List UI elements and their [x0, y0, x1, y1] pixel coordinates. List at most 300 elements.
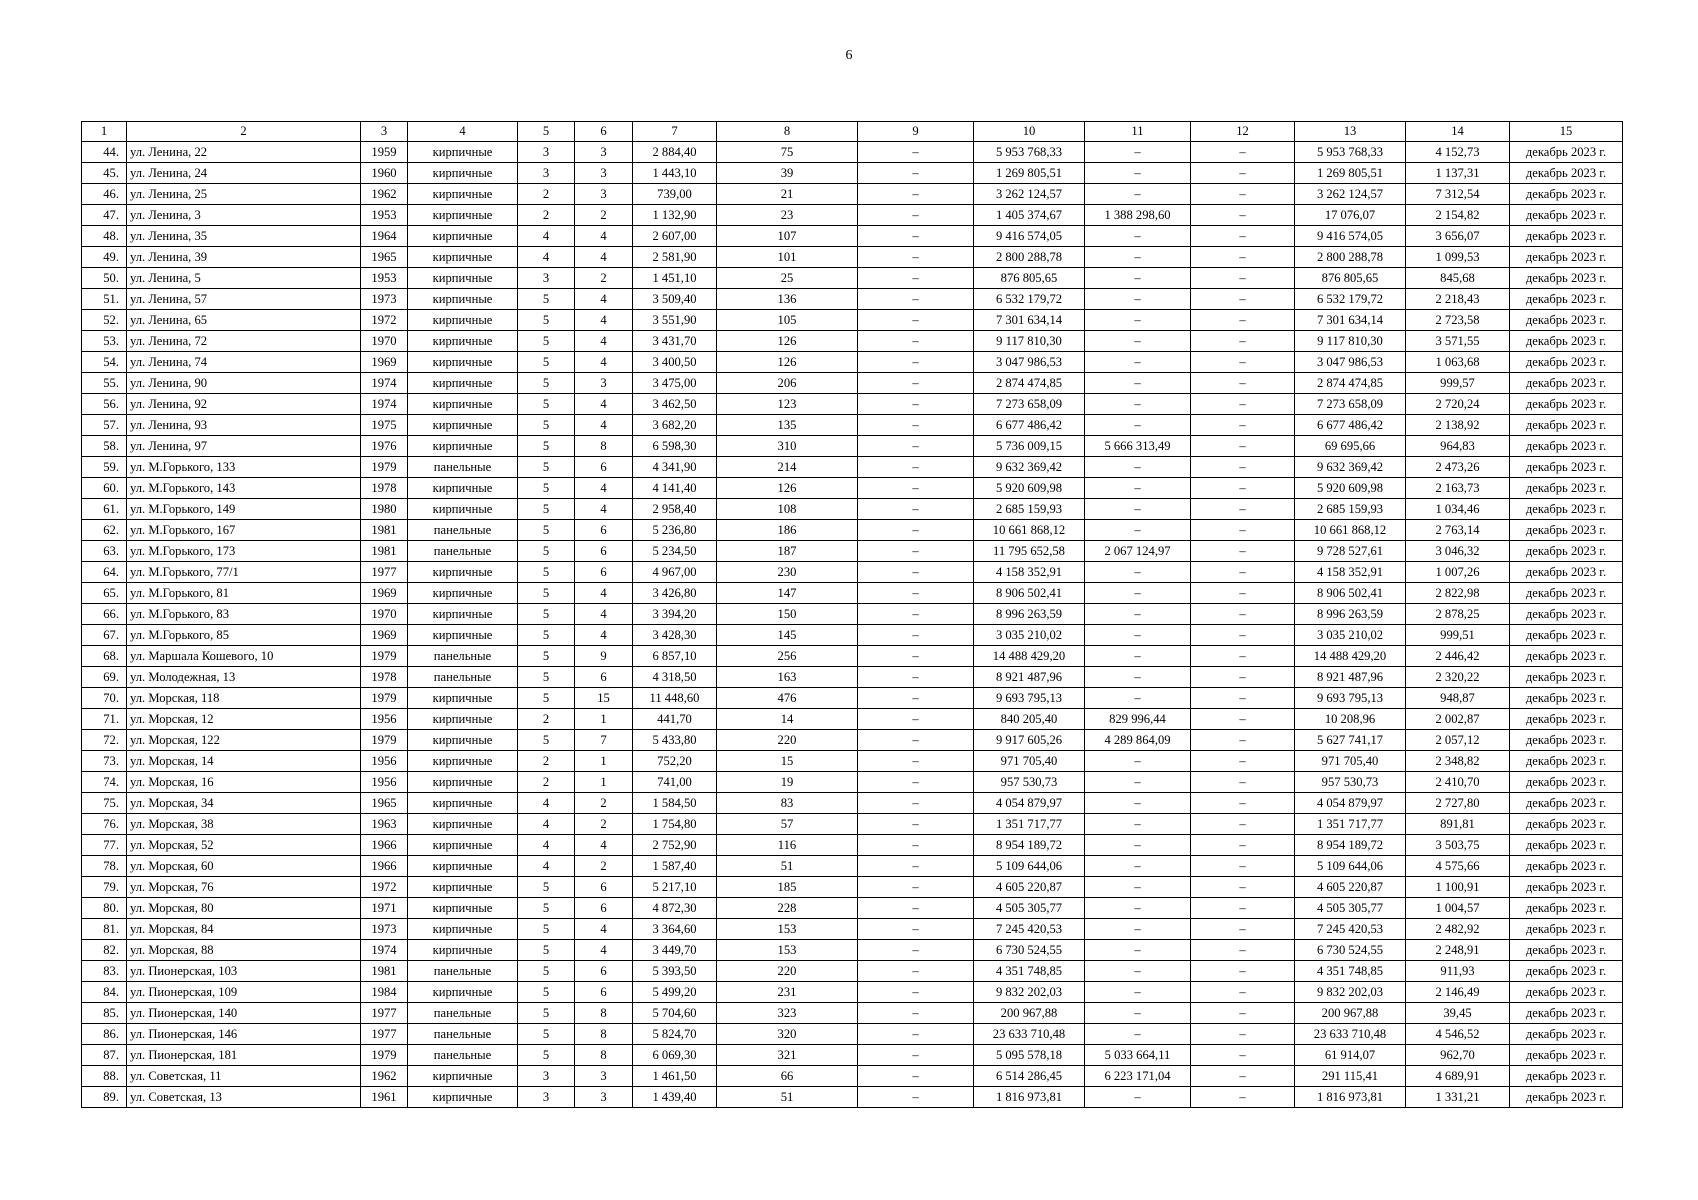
- column-header-15: 15: [1510, 122, 1623, 142]
- table-row: [82, 562, 1623, 583]
- col-col10: 5 095 578,18: [974, 1045, 1085, 1066]
- col-entrances: 8: [575, 436, 633, 457]
- col-col12: –: [1191, 310, 1295, 331]
- col-wall-material: кирпичные: [408, 352, 518, 373]
- col-wall-material: кирпичные: [408, 583, 518, 604]
- col-wall-material: кирпичные: [408, 142, 518, 163]
- col-wall-material: кирпичные: [408, 709, 518, 730]
- col-col12: –: [1191, 478, 1295, 499]
- col-col10: 10 661 868,12: [974, 520, 1085, 541]
- col-year: 1974: [361, 940, 408, 961]
- col-residents: 116: [717, 835, 858, 856]
- col-col9: –: [858, 940, 974, 961]
- col-col13: 23 633 710,48: [1295, 1024, 1406, 1045]
- col-col12: –: [1191, 667, 1295, 688]
- col-area: 3 400,50: [633, 352, 717, 373]
- col-wall-material: кирпичные: [408, 898, 518, 919]
- col-col11: –: [1085, 310, 1191, 331]
- col-period: декабрь 2023 г.: [1510, 268, 1623, 289]
- col-wall-material: кирпичные: [408, 268, 518, 289]
- table-row: [82, 331, 1623, 352]
- col-period: декабрь 2023 г.: [1510, 877, 1623, 898]
- col-entrances: 4: [575, 331, 633, 352]
- col-col10: 1 405 374,67: [974, 205, 1085, 226]
- col-period: декабрь 2023 г.: [1510, 499, 1623, 520]
- col-residents: 220: [717, 961, 858, 982]
- col-entrances: 6: [575, 520, 633, 541]
- table-row: [82, 184, 1623, 205]
- col-address: ул. Советская, 11: [127, 1066, 361, 1087]
- col-number: 73.: [82, 751, 127, 772]
- col-col14: 3 503,75: [1406, 835, 1510, 856]
- col-floors: 5: [518, 961, 575, 982]
- col-floors: 2: [518, 772, 575, 793]
- col-number: 80.: [82, 898, 127, 919]
- col-number: 57.: [82, 415, 127, 436]
- col-residents: 320: [717, 1024, 858, 1045]
- col-period: декабрь 2023 г.: [1510, 205, 1623, 226]
- col-col9: –: [858, 1087, 974, 1108]
- col-wall-material: кирпичные: [408, 226, 518, 247]
- col-residents: 153: [717, 919, 858, 940]
- col-entrances: 2: [575, 856, 633, 877]
- col-col14: 1 063,68: [1406, 352, 1510, 373]
- col-col14: 2 248,91: [1406, 940, 1510, 961]
- col-col11: 4 289 864,09: [1085, 730, 1191, 751]
- table-row: [82, 688, 1623, 709]
- col-residents: 135: [717, 415, 858, 436]
- col-col14: 1 137,31: [1406, 163, 1510, 184]
- col-entrances: 7: [575, 730, 633, 751]
- col-address: ул. М.Горького, 77/1: [127, 562, 361, 583]
- col-residents: 321: [717, 1045, 858, 1066]
- col-address: ул. Маршала Кошевого, 10: [127, 646, 361, 667]
- col-col10: 840 205,40: [974, 709, 1085, 730]
- col-col9: –: [858, 730, 974, 751]
- col-year: 1974: [361, 394, 408, 415]
- col-entrances: 4: [575, 415, 633, 436]
- col-area: 1 132,90: [633, 205, 717, 226]
- col-col9: –: [858, 499, 974, 520]
- col-col9: –: [858, 583, 974, 604]
- page-number: 6: [845, 48, 853, 63]
- col-col14: 3 046,32: [1406, 541, 1510, 562]
- col-number: 44.: [82, 142, 127, 163]
- col-period: декабрь 2023 г.: [1510, 688, 1623, 709]
- col-wall-material: кирпичные: [408, 289, 518, 310]
- col-period: декабрь 2023 г.: [1510, 667, 1623, 688]
- col-col10: 2 800 288,78: [974, 247, 1085, 268]
- col-residents: 220: [717, 730, 858, 751]
- col-col12: –: [1191, 205, 1295, 226]
- table-row: [82, 436, 1623, 457]
- col-col11: –: [1085, 625, 1191, 646]
- col-period: декабрь 2023 г.: [1510, 709, 1623, 730]
- col-col11: –: [1085, 583, 1191, 604]
- col-col12: –: [1191, 898, 1295, 919]
- col-col13: 6 730 524,55: [1295, 940, 1406, 961]
- col-period: декабрь 2023 г.: [1510, 163, 1623, 184]
- col-col12: –: [1191, 247, 1295, 268]
- col-address: ул. Ленина, 3: [127, 205, 361, 226]
- col-col13: 9 632 369,42: [1295, 457, 1406, 478]
- col-col13: 61 914,07: [1295, 1045, 1406, 1066]
- table-row: [82, 772, 1623, 793]
- col-number: 87.: [82, 1045, 127, 1066]
- col-period: декабрь 2023 г.: [1510, 331, 1623, 352]
- col-residents: 136: [717, 289, 858, 310]
- col-floors: 5: [518, 352, 575, 373]
- col-floors: 2: [518, 205, 575, 226]
- col-col12: –: [1191, 268, 1295, 289]
- col-col10: 9 632 369,42: [974, 457, 1085, 478]
- col-col12: –: [1191, 604, 1295, 625]
- col-col13: 7 273 658,09: [1295, 394, 1406, 415]
- col-entrances: 4: [575, 499, 633, 520]
- col-number: 51.: [82, 289, 127, 310]
- column-header-3: 3: [361, 122, 408, 142]
- col-col11: –: [1085, 982, 1191, 1003]
- col-wall-material: панельные: [408, 1024, 518, 1045]
- col-col9: –: [858, 373, 974, 394]
- col-area: 5 433,80: [633, 730, 717, 751]
- col-area: 3 428,30: [633, 625, 717, 646]
- col-floors: 5: [518, 289, 575, 310]
- col-col11: 2 067 124,97: [1085, 541, 1191, 562]
- col-address: ул. Морская, 34: [127, 793, 361, 814]
- col-col12: –: [1191, 835, 1295, 856]
- col-entrances: 4: [575, 394, 633, 415]
- col-col13: 2 800 288,78: [1295, 247, 1406, 268]
- col-address: ул. Ленина, 57: [127, 289, 361, 310]
- col-col14: 999,57: [1406, 373, 1510, 394]
- column-header-11: 11: [1085, 122, 1191, 142]
- col-wall-material: кирпичные: [408, 1066, 518, 1087]
- col-col14: 2 146,49: [1406, 982, 1510, 1003]
- col-address: ул. Ленина, 39: [127, 247, 361, 268]
- col-entrances: 1: [575, 751, 633, 772]
- col-area: 3 364,60: [633, 919, 717, 940]
- col-floors: 5: [518, 310, 575, 331]
- col-year: 1970: [361, 331, 408, 352]
- col-floors: 5: [518, 646, 575, 667]
- col-floors: 4: [518, 856, 575, 877]
- table-row: [82, 541, 1623, 562]
- col-area: 741,00: [633, 772, 717, 793]
- col-col14: 1 034,46: [1406, 499, 1510, 520]
- col-col11: –: [1085, 751, 1191, 772]
- col-col10: 4 605 220,87: [974, 877, 1085, 898]
- col-col12: –: [1191, 1066, 1295, 1087]
- col-residents: 101: [717, 247, 858, 268]
- col-col13: 14 488 429,20: [1295, 646, 1406, 667]
- col-entrances: 3: [575, 163, 633, 184]
- table-row: [82, 583, 1623, 604]
- col-col11: –: [1085, 520, 1191, 541]
- col-period: декабрь 2023 г.: [1510, 1066, 1623, 1087]
- col-residents: 256: [717, 646, 858, 667]
- col-entrances: 8: [575, 1003, 633, 1024]
- col-year: 1962: [361, 184, 408, 205]
- col-area: 5 236,80: [633, 520, 717, 541]
- col-col14: 3 656,07: [1406, 226, 1510, 247]
- col-col12: –: [1191, 352, 1295, 373]
- col-col10: 4 054 879,97: [974, 793, 1085, 814]
- col-col12: –: [1191, 457, 1295, 478]
- col-col13: 291 115,41: [1295, 1066, 1406, 1087]
- col-col14: 2 138,92: [1406, 415, 1510, 436]
- col-floors: 5: [518, 625, 575, 646]
- col-col9: –: [858, 352, 974, 373]
- col-area: 3 449,70: [633, 940, 717, 961]
- col-period: декабрь 2023 г.: [1510, 562, 1623, 583]
- col-col10: 7 273 658,09: [974, 394, 1085, 415]
- col-col12: –: [1191, 982, 1295, 1003]
- col-residents: 51: [717, 856, 858, 877]
- col-entrances: 4: [575, 226, 633, 247]
- col-entrances: 8: [575, 1045, 633, 1066]
- col-year: 1965: [361, 793, 408, 814]
- table-row: [82, 478, 1623, 499]
- table-row: [82, 268, 1623, 289]
- col-entrances: 3: [575, 142, 633, 163]
- col-col9: –: [858, 163, 974, 184]
- col-col14: 2 057,12: [1406, 730, 1510, 751]
- col-col14: 1 331,21: [1406, 1087, 1510, 1108]
- col-number: 48.: [82, 226, 127, 247]
- col-year: 1972: [361, 877, 408, 898]
- col-wall-material: кирпичные: [408, 1087, 518, 1108]
- col-number: 79.: [82, 877, 127, 898]
- col-address: ул. Молодежная, 13: [127, 667, 361, 688]
- col-col12: –: [1191, 1024, 1295, 1045]
- col-year: 1974: [361, 373, 408, 394]
- col-address: ул. Морская, 60: [127, 856, 361, 877]
- column-header-10: 10: [974, 122, 1085, 142]
- col-year: 1978: [361, 667, 408, 688]
- col-number: 69.: [82, 667, 127, 688]
- col-period: декабрь 2023 г.: [1510, 940, 1623, 961]
- col-floors: 4: [518, 814, 575, 835]
- col-entrances: 4: [575, 940, 633, 961]
- col-period: декабрь 2023 г.: [1510, 184, 1623, 205]
- col-floors: 2: [518, 751, 575, 772]
- col-area: 1 584,50: [633, 793, 717, 814]
- col-number: 86.: [82, 1024, 127, 1045]
- col-wall-material: кирпичные: [408, 478, 518, 499]
- col-period: декабрь 2023 г.: [1510, 814, 1623, 835]
- col-entrances: 3: [575, 1087, 633, 1108]
- col-col12: –: [1191, 142, 1295, 163]
- col-col9: –: [858, 751, 974, 772]
- col-col10: 5 920 609,98: [974, 478, 1085, 499]
- col-floors: 5: [518, 394, 575, 415]
- col-col11: –: [1085, 163, 1191, 184]
- col-col11: –: [1085, 226, 1191, 247]
- col-col13: 3 035 210,02: [1295, 625, 1406, 646]
- col-entrances: 4: [575, 247, 633, 268]
- col-col10: 4 158 352,91: [974, 562, 1085, 583]
- col-col14: 2 320,22: [1406, 667, 1510, 688]
- col-col11: –: [1085, 646, 1191, 667]
- col-wall-material: кирпичные: [408, 730, 518, 751]
- col-col14: 911,93: [1406, 961, 1510, 982]
- col-number: 71.: [82, 709, 127, 730]
- col-col13: 6 677 486,42: [1295, 415, 1406, 436]
- col-col13: 9 416 574,05: [1295, 226, 1406, 247]
- col-year: 1960: [361, 163, 408, 184]
- col-period: декабрь 2023 г.: [1510, 982, 1623, 1003]
- col-wall-material: панельные: [408, 961, 518, 982]
- col-address: ул. Ленина, 93: [127, 415, 361, 436]
- col-residents: 230: [717, 562, 858, 583]
- table-row: [82, 604, 1623, 625]
- col-residents: 323: [717, 1003, 858, 1024]
- col-col13: 5 627 741,17: [1295, 730, 1406, 751]
- col-period: декабрь 2023 г.: [1510, 856, 1623, 877]
- col-period: декабрь 2023 г.: [1510, 835, 1623, 856]
- col-col11: –: [1085, 142, 1191, 163]
- col-col14: 2 446,42: [1406, 646, 1510, 667]
- col-residents: 476: [717, 688, 858, 709]
- col-col10: 6 532 179,72: [974, 289, 1085, 310]
- col-col10: 9 693 795,13: [974, 688, 1085, 709]
- col-col13: 957 530,73: [1295, 772, 1406, 793]
- col-col12: –: [1191, 625, 1295, 646]
- col-floors: 4: [518, 835, 575, 856]
- col-number: 61.: [82, 499, 127, 520]
- col-area: 3 551,90: [633, 310, 717, 331]
- col-col10: 8 906 502,41: [974, 583, 1085, 604]
- col-col9: –: [858, 877, 974, 898]
- col-year: 1965: [361, 247, 408, 268]
- col-col10: 7 245 420,53: [974, 919, 1085, 940]
- col-col11: –: [1085, 562, 1191, 583]
- col-floors: 4: [518, 247, 575, 268]
- col-col14: 1 099,53: [1406, 247, 1510, 268]
- col-col13: 17 076,07: [1295, 205, 1406, 226]
- col-residents: 75: [717, 142, 858, 163]
- col-wall-material: панельные: [408, 667, 518, 688]
- col-col10: 2 874 474,85: [974, 373, 1085, 394]
- col-period: декабрь 2023 г.: [1510, 793, 1623, 814]
- col-wall-material: кирпичные: [408, 625, 518, 646]
- col-col10: 5 953 768,33: [974, 142, 1085, 163]
- col-residents: 214: [717, 457, 858, 478]
- col-entrances: 4: [575, 604, 633, 625]
- col-period: декабрь 2023 г.: [1510, 541, 1623, 562]
- col-address: ул. Ленина, 22: [127, 142, 361, 163]
- col-entrances: 9: [575, 646, 633, 667]
- col-number: 55.: [82, 373, 127, 394]
- col-year: 1977: [361, 1003, 408, 1024]
- col-wall-material: панельные: [408, 1003, 518, 1024]
- col-residents: 19: [717, 772, 858, 793]
- col-col12: –: [1191, 961, 1295, 982]
- table-row: [82, 310, 1623, 331]
- col-area: 3 475,00: [633, 373, 717, 394]
- col-number: 81.: [82, 919, 127, 940]
- col-address: ул. Ленина, 74: [127, 352, 361, 373]
- col-entrances: 4: [575, 835, 633, 856]
- col-number: 88.: [82, 1066, 127, 1087]
- col-address: ул. М.Горького, 81: [127, 583, 361, 604]
- col-col9: –: [858, 478, 974, 499]
- col-number: 45.: [82, 163, 127, 184]
- col-floors: 5: [518, 331, 575, 352]
- col-period: декабрь 2023 г.: [1510, 394, 1623, 415]
- col-col9: –: [858, 394, 974, 415]
- col-entrances: 1: [575, 772, 633, 793]
- col-period: декабрь 2023 г.: [1510, 520, 1623, 541]
- col-col9: –: [858, 520, 974, 541]
- col-number: 67.: [82, 625, 127, 646]
- col-col13: 1 269 805,51: [1295, 163, 1406, 184]
- table-row: [82, 982, 1623, 1003]
- col-col12: –: [1191, 415, 1295, 436]
- col-col12: –: [1191, 751, 1295, 772]
- table-row: [82, 1003, 1623, 1024]
- col-address: ул. Советская, 13: [127, 1087, 361, 1108]
- col-col13: 1 816 973,81: [1295, 1087, 1406, 1108]
- table-row: [82, 751, 1623, 772]
- col-wall-material: кирпичные: [408, 562, 518, 583]
- col-residents: 126: [717, 331, 858, 352]
- col-col12: –: [1191, 1003, 1295, 1024]
- col-floors: 5: [518, 373, 575, 394]
- col-col13: 10 208,96: [1295, 709, 1406, 730]
- col-floors: 4: [518, 793, 575, 814]
- col-year: 1962: [361, 1066, 408, 1087]
- col-col11: –: [1085, 604, 1191, 625]
- col-col10: 6 677 486,42: [974, 415, 1085, 436]
- col-period: декабрь 2023 г.: [1510, 1045, 1623, 1066]
- col-col13: 7 301 634,14: [1295, 310, 1406, 331]
- col-col10: 6 514 286,45: [974, 1066, 1085, 1087]
- col-year: 1956: [361, 772, 408, 793]
- col-residents: 147: [717, 583, 858, 604]
- col-col13: 9 117 810,30: [1295, 331, 1406, 352]
- col-address: ул. Морская, 16: [127, 772, 361, 793]
- col-col9: –: [858, 268, 974, 289]
- col-entrances: 4: [575, 289, 633, 310]
- col-col11: –: [1085, 268, 1191, 289]
- col-address: ул. Ленина, 65: [127, 310, 361, 331]
- col-col9: –: [858, 604, 974, 625]
- col-floors: 5: [518, 415, 575, 436]
- col-col14: 948,87: [1406, 688, 1510, 709]
- col-year: 1979: [361, 646, 408, 667]
- table-row: [82, 646, 1623, 667]
- col-area: 2 607,00: [633, 226, 717, 247]
- col-period: декабрь 2023 г.: [1510, 961, 1623, 982]
- col-col11: –: [1085, 1003, 1191, 1024]
- col-year: 1972: [361, 310, 408, 331]
- col-address: ул. Морская, 118: [127, 688, 361, 709]
- col-col13: 8 906 502,41: [1295, 583, 1406, 604]
- col-col12: –: [1191, 646, 1295, 667]
- col-period: декабрь 2023 г.: [1510, 646, 1623, 667]
- col-col11: –: [1085, 793, 1191, 814]
- col-col10: 876 805,65: [974, 268, 1085, 289]
- col-number: 77.: [82, 835, 127, 856]
- col-col13: 2 874 474,85: [1295, 373, 1406, 394]
- col-col10: 8 954 189,72: [974, 835, 1085, 856]
- col-residents: 14: [717, 709, 858, 730]
- col-year: 1973: [361, 289, 408, 310]
- col-wall-material: кирпичные: [408, 604, 518, 625]
- col-col9: –: [858, 205, 974, 226]
